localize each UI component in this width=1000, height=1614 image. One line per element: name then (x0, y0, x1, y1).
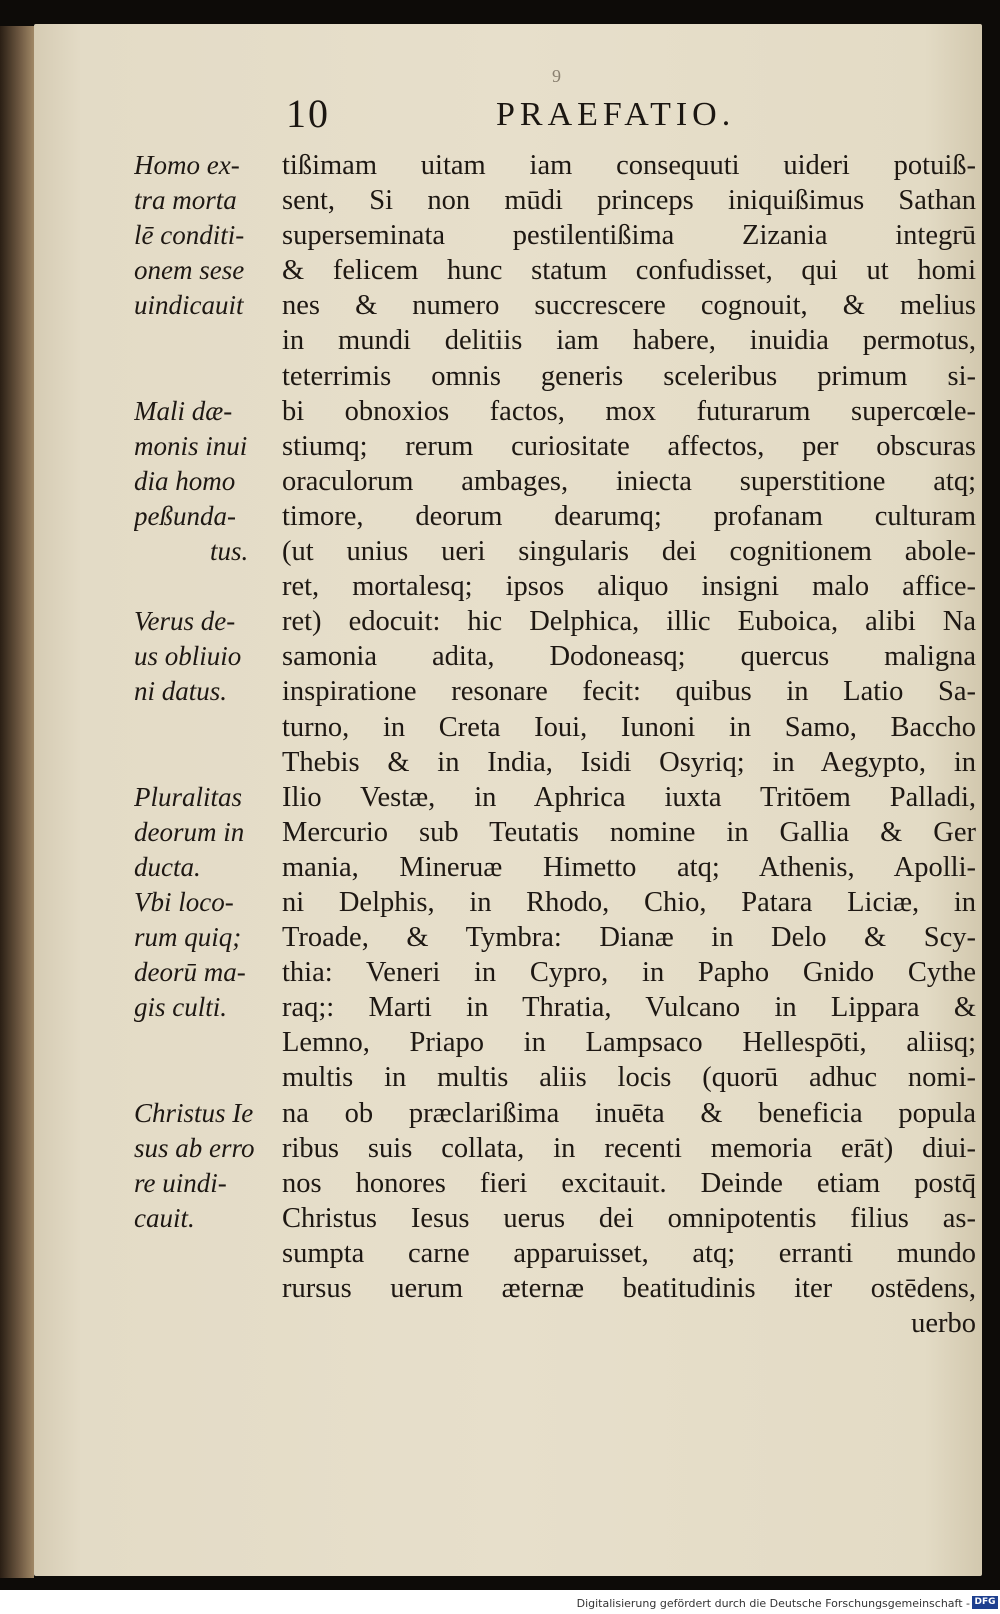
gloss-line: Vbi loco- (134, 887, 234, 917)
marginal-gloss (134, 604, 284, 709)
text-line: multis in multis aliis locis (quorū adhuc nomi- (282, 1062, 976, 1094)
gloss-line: onem sese (134, 255, 245, 286)
gloss-line: sus ab erro (134, 1133, 255, 1164)
marginal-gloss (134, 780, 284, 885)
text-line: ret, mortalesq; ipsos aliquo insigni malo affice- (282, 571, 976, 603)
text-line: samonia adita, Dodoneasq; quercus maligna (282, 641, 976, 673)
gloss-line: deorum in (134, 817, 245, 848)
text-line: inspiratione resonare fecit: quibus in Latio Sa- (282, 676, 976, 708)
text-line: Lemno, Priapo in Lampsaco Hellespōti, aliisq; (282, 1027, 976, 1059)
text-line: turno, in Creta Ioui, Iunoni in Samo, Baccho (282, 711, 976, 743)
text-line: raq;: Marti in Thratia, Vulcano in Lippara & (282, 992, 976, 1024)
gloss-line: uindicauit (134, 290, 244, 321)
marginal-gloss (134, 885, 284, 1025)
text-line: mania, Mineruæ Himetto atq; Athenis, Apolli- (282, 851, 976, 883)
catchword: uerbo (911, 1308, 976, 1340)
text-line: (ut unius ueri singularis dei cognitionem abole- (282, 536, 976, 568)
marginal-gloss (134, 1096, 284, 1236)
text-line: Troade, & Tymbra: Dianæ in Delo & Scy- (282, 922, 976, 954)
folio-number: 10 (286, 91, 330, 136)
gloss-line: gis culti. (134, 992, 227, 1023)
text-line: tißimam uitam iam consequuti uideri potuiß- (282, 150, 976, 181)
gloss-line: dia homo (134, 465, 236, 496)
gloss-line: Mali dæ- (134, 395, 233, 426)
text-line: superseminata pestilentißima Zizania integrū (282, 220, 976, 252)
gloss-line: us obliuio (134, 641, 242, 672)
gloss-line: peßunda- (134, 500, 236, 531)
text-line: Ilio Vestæ, in Aphrica iuxta Tritōem Palladi, (282, 781, 976, 813)
gloss-line: tra morta (134, 185, 237, 216)
text-line: teterrimis omnis generis sceleribus primum si- (282, 360, 976, 392)
gloss-line: re uindi- (134, 1168, 227, 1199)
text-line: in mundi delitiis iam habere, inuidia permotus, (282, 325, 976, 357)
marginal-gloss (134, 394, 284, 569)
text-line: rursus uerum æternæ beatitudinis iter ostēdens, (282, 1273, 976, 1304)
text-line: Thebis & in India, Isidi Osyriq; in Aegypto, in (282, 746, 976, 778)
digitization-credit: Digitalisierung gefördert durch die Deutsche Forschungsgemeinschaft - (576, 1597, 970, 1610)
text-line: na ob præclarißima inuēta & beneficia popula (282, 1097, 976, 1129)
gloss-line: ni datus. (134, 676, 228, 707)
text-line: oraculorum ambages, iniecta superstitione atq; (282, 465, 976, 497)
gloss-line: ducta. (134, 852, 201, 883)
text-line: & felicem hunc statum confudisset, qui ut homi (282, 255, 976, 287)
main-text-block (282, 148, 976, 1341)
text-line: ni Delphis, in Rhodo, Chio, Patara Liciæ, in (282, 886, 976, 918)
text-line: stiumq; rerum curiositate affectos, per obscuras (282, 430, 976, 462)
page-mark: 9 (552, 66, 561, 86)
gloss-line: Homo ex- (134, 150, 240, 180)
gloss-line: Christus Ie (134, 1098, 254, 1128)
gloss-line: Verus de- (134, 606, 236, 637)
text-line: sent, Si non mūdi princeps iniquißimus Sathan (282, 185, 976, 217)
text-line: Mercurio sub Teutatis nomine in Gallia & Ger (282, 816, 976, 848)
gloss-line: tus. (210, 536, 249, 567)
text-line: sumpta carne apparuisset, atq; erranti mundo (282, 1237, 976, 1269)
book-spine-edge (0, 26, 34, 1578)
gloss-line: Pluralitas (134, 782, 243, 812)
text-line: timore, deorum dearumq; profanam culturam (282, 500, 976, 532)
book-page (34, 24, 982, 1576)
marginal-gloss (134, 148, 284, 323)
text-line: nes & numero succrescere cognouit, & melius (282, 290, 976, 322)
running-head: PRAEFATIO. (496, 96, 736, 133)
text-line: Christus Iesus uerus dei omnipotentis filius as- (282, 1202, 976, 1234)
gloss-line: lē conditi- (134, 220, 245, 251)
text-line: thia: Veneri in Cypro, in Papho Gnido Cythe (282, 957, 976, 989)
gloss-line: rum quiq; (134, 922, 242, 953)
text-line: nos honores fieri excitauit. Deinde etiam postq̄ (282, 1167, 976, 1199)
text-line: bi obnoxios factos, mox futurarum supercœle- (282, 395, 976, 427)
text-line: ret) edocuit: hic Delphica, illic Euboica, alibi Na (282, 606, 976, 638)
text-line: ribus suis collata, in recenti memoria erāt) diui- (282, 1132, 976, 1164)
gloss-line: monis inui (134, 430, 248, 461)
gloss-line: deorū ma- (134, 957, 246, 988)
gloss-line: cauit. (134, 1203, 195, 1234)
dfg-logo-icon: DFG (972, 1596, 998, 1609)
